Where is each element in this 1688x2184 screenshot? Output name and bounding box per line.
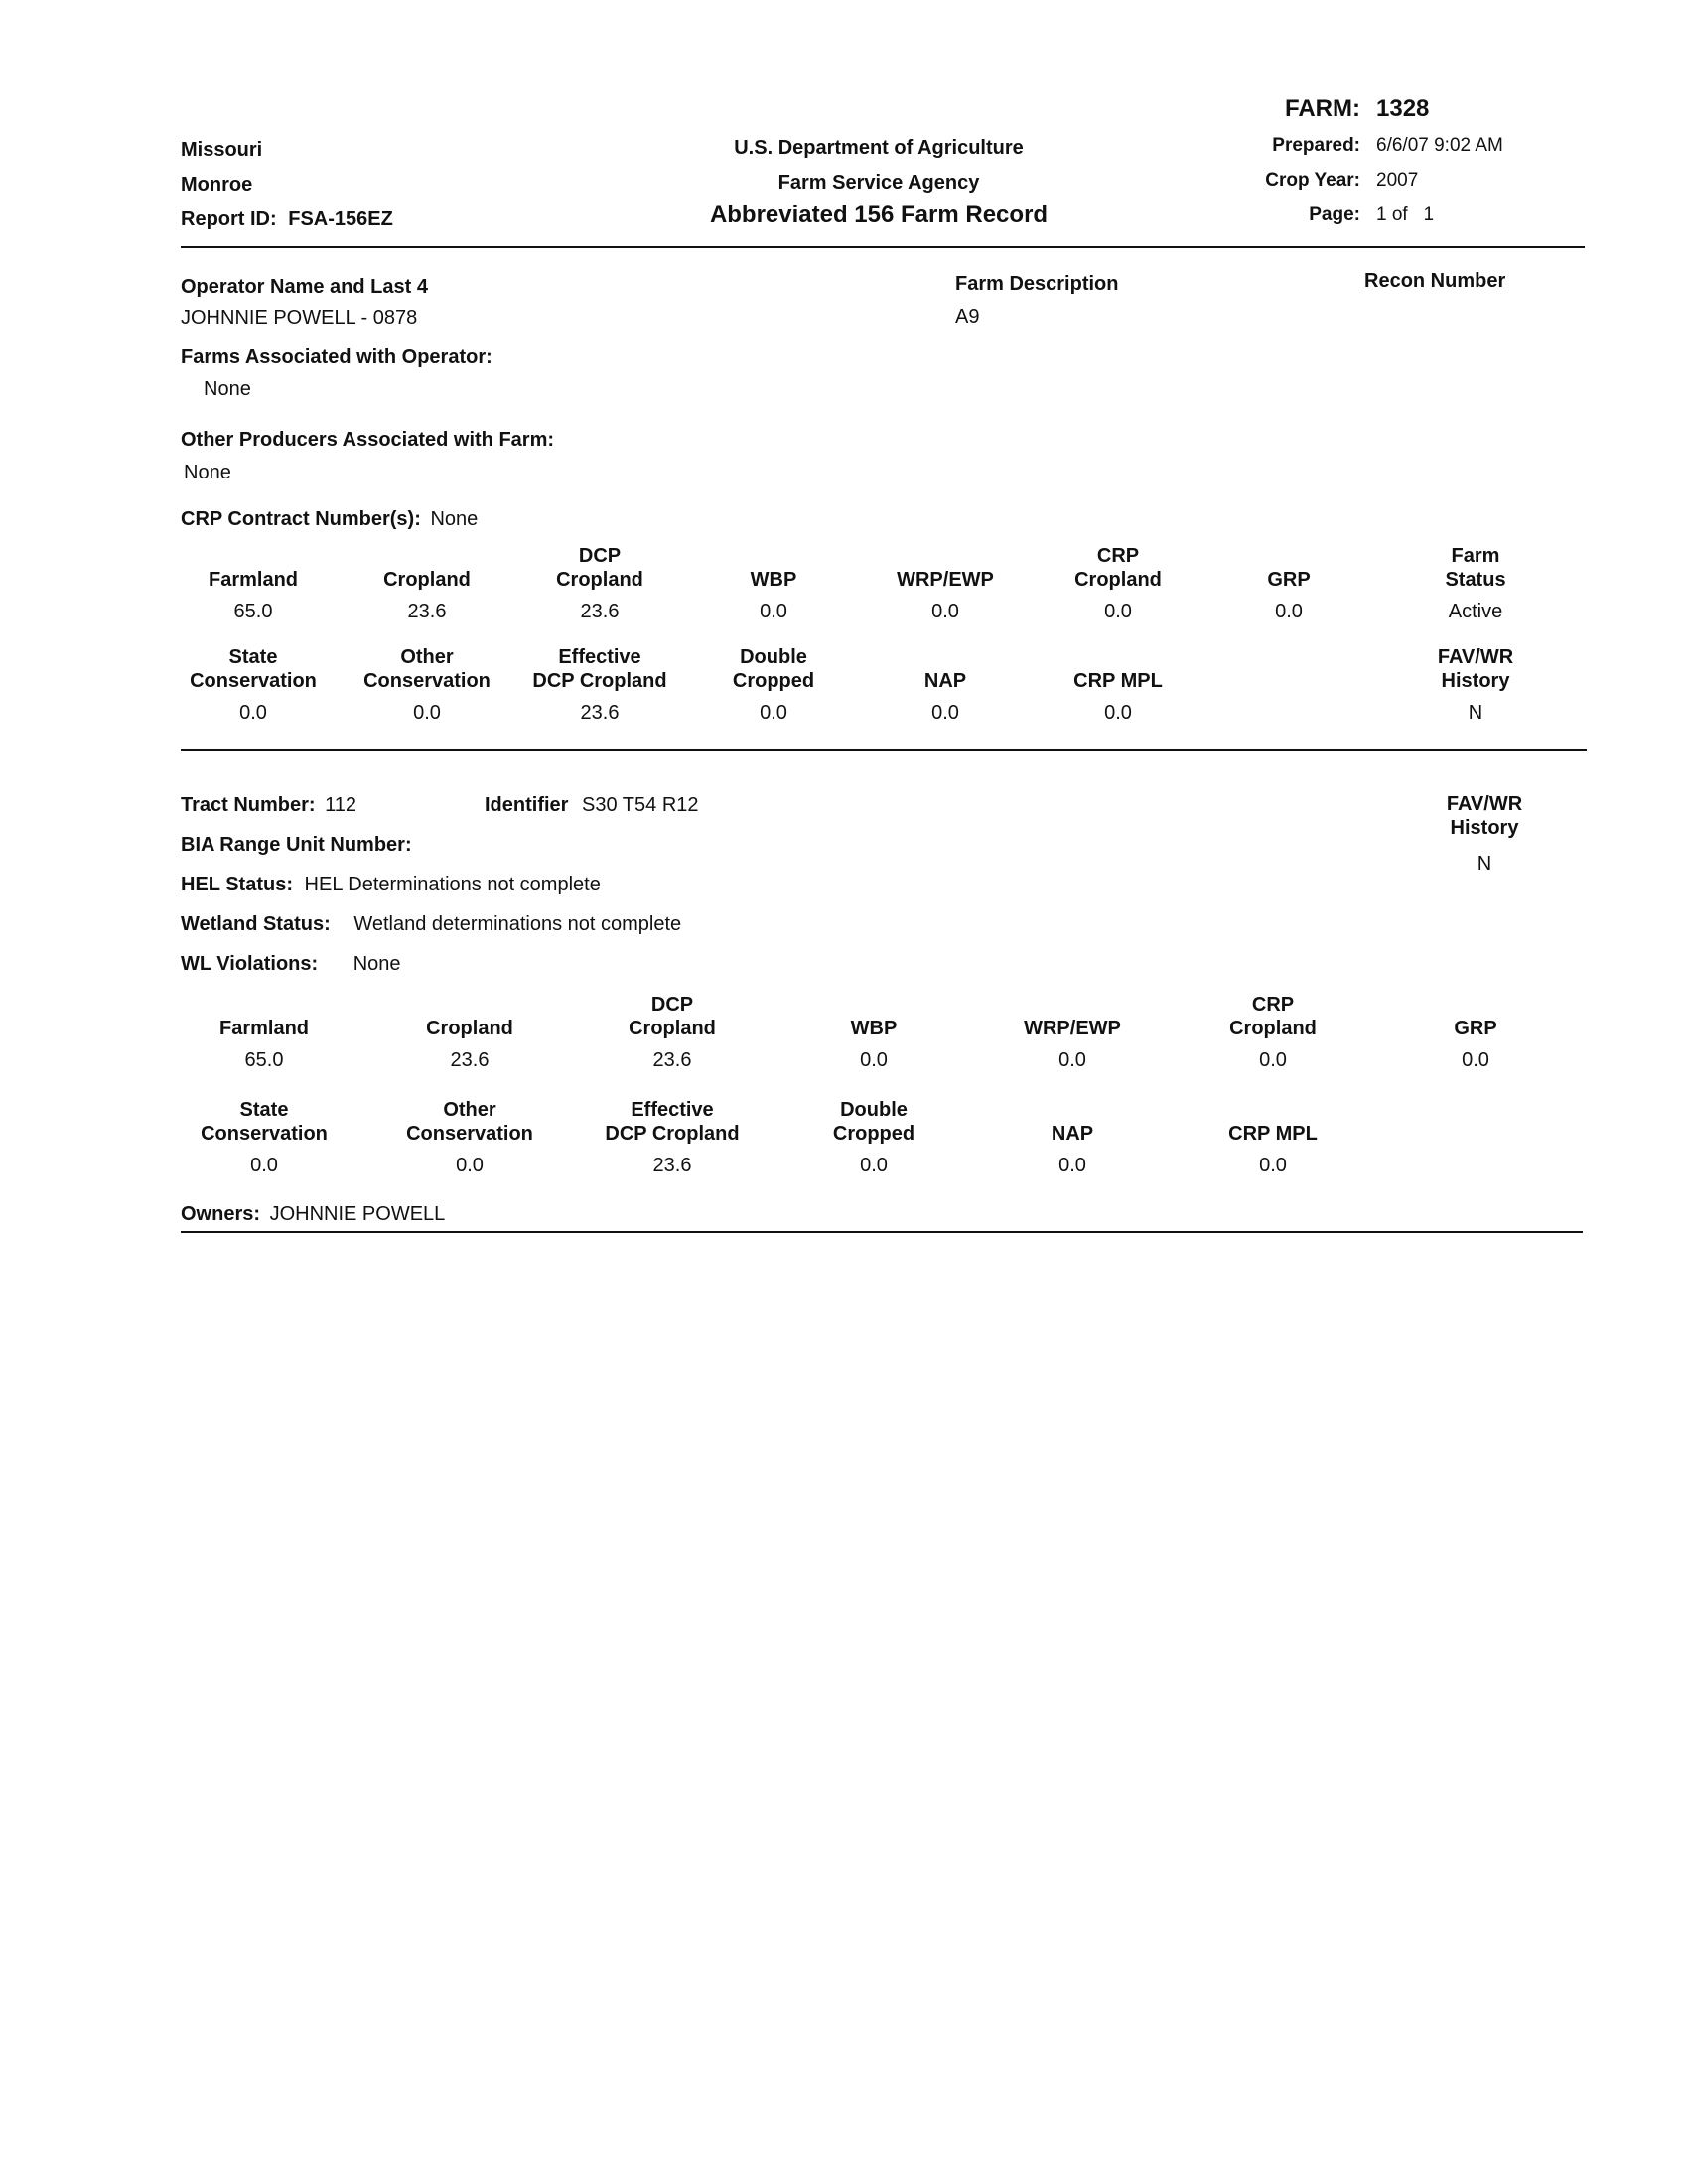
tract-r1-cell-6-header-1: CRP <box>1251 994 1295 1016</box>
report-id <box>181 208 393 231</box>
farm-r2-cell-6-header-2: CRP MPL <box>1073 670 1163 692</box>
farm-r2-cell-6-header-1 <box>1034 645 1202 669</box>
farm-r2-cell-4-header-1: Double <box>740 646 807 668</box>
farm-r1-cell-2 <box>343 544 511 623</box>
tract-r1-cell-4-value: 0.0 <box>860 1049 888 1071</box>
tract-r2-cell-5 <box>988 1098 1157 1177</box>
tract-r1-cell-7 <box>1391 993 1560 1072</box>
tract-r1-cell-1-value: 65.0 <box>244 1049 284 1071</box>
tract-r2-cell-3-value: 23.6 <box>652 1155 692 1176</box>
farm-r2-cell-7 <box>1391 645 1560 725</box>
farms-associated-value: None <box>204 378 251 400</box>
county-name: Monroe <box>181 174 253 196</box>
other-producers-label: Other Producers Associated with Farm: <box>181 429 555 451</box>
farm-r1-cell-8-header-1: Farm <box>1451 545 1500 567</box>
farm-r2-cell-5-header-2: NAP <box>923 670 967 692</box>
farm-r1-cell-3-header-1: DCP <box>578 545 622 567</box>
farm-r2-cell-1 <box>169 645 338 725</box>
tract-r1-cell-1 <box>180 993 349 1072</box>
wl-violations-label: WL Violations: <box>181 953 319 975</box>
farm-r2-cell-1-header-2: Conservation <box>190 670 317 692</box>
operator-name-label: Operator Name and Last 4 <box>181 276 428 298</box>
farm-r2-cell-5-header-1 <box>861 645 1030 669</box>
tract-r2-cell-2 <box>385 1098 554 1177</box>
operator-name-value: JOHNNIE POWELL - 0878 <box>181 307 418 329</box>
tract-r1-cell-3-header-1: DCP <box>650 994 694 1016</box>
wl-violations-value: None <box>352 953 401 975</box>
farm-r1-cell-8 <box>1391 544 1560 623</box>
tract-r2-cell-2-header-2: Conservation <box>406 1123 533 1145</box>
report-id-value: FSA-156EZ <box>288 208 393 230</box>
header-divider <box>181 246 1585 248</box>
tract-r2-cell-3 <box>588 1098 757 1177</box>
tract-r2-cell-5-header-2: NAP <box>1051 1123 1094 1145</box>
tract-r1-cell-5 <box>988 993 1157 1072</box>
state-name: Missouri <box>181 139 263 161</box>
tract-r1-cell-2-value: 23.6 <box>450 1049 490 1071</box>
tract-r1-cell-4-header-1 <box>789 993 958 1017</box>
farm-r1-cell-2-header-2: Cropland <box>383 569 471 591</box>
tract-r2-cell-6-value: 0.0 <box>1259 1155 1287 1176</box>
tract-r1-cell-2 <box>385 993 554 1072</box>
tract-r2-cell-4 <box>789 1098 958 1177</box>
identifier-label: Identifier <box>485 794 569 816</box>
crop-year-value: 2007 <box>1376 170 1419 191</box>
tract-r2-cell-6-header-2: CRP MPL <box>1228 1123 1318 1145</box>
tract-r1-cell-4-header-2: WBP <box>850 1018 898 1039</box>
farm-r2-cell-2-value: 0.0 <box>413 702 441 724</box>
farm-r1-cell-5-header-2: WRP/EWP <box>897 569 994 591</box>
hel-status-value: HEL Determinations not complete <box>304 874 601 895</box>
tract-number <box>181 794 356 817</box>
tract-r1-cell-5-header-2: WRP/EWP <box>1024 1018 1121 1039</box>
tract-r2-cell-2-value: 0.0 <box>456 1155 484 1176</box>
farm-r1-cell-6-header-1: CRP <box>1096 545 1140 567</box>
farm-r1-cell-1-header-2: Farmland <box>208 569 299 591</box>
report-id-label: Report ID: <box>181 208 277 230</box>
farm-description-label: Farm Description <box>955 273 1119 295</box>
tract-r1-cell-7-value: 0.0 <box>1462 1049 1489 1071</box>
tract-r2-cell-1 <box>180 1098 349 1177</box>
crp-contract-value: None <box>430 508 479 530</box>
farm-r2-cell-6 <box>1034 645 1202 725</box>
farm-r1-cell-7-header-1 <box>1204 544 1373 568</box>
farm-r2-cell-2-header-1: Other <box>400 646 454 668</box>
tract-r1-cell-1-header-1 <box>180 993 349 1017</box>
tract-fav-header-1: FAV/WR <box>1446 793 1523 815</box>
farm-r1-cell-3-value: 23.6 <box>580 601 620 622</box>
tract-r1-cell-5-value: 0.0 <box>1058 1049 1086 1071</box>
farm-r2-cell-2 <box>343 645 511 725</box>
tract-number-value: 112 <box>325 794 357 816</box>
farm-r1-cell-4-header-1 <box>689 544 858 568</box>
wetland-status-value: Wetland determinations not complete <box>353 913 682 935</box>
farm-r1-cell-7-header-2: GRP <box>1267 569 1311 591</box>
crp-contract-label: CRP Contract Number(s): <box>181 508 421 530</box>
tract-r2-cell-4-header-2: Cropped <box>832 1123 915 1145</box>
agency-line-1: U.S. Department of Agriculture <box>734 137 1024 159</box>
farm-r2-cell-4 <box>689 645 858 725</box>
tract-r2-cell-2-header-1: Other <box>443 1099 496 1121</box>
hel-status-label: HEL Status: <box>181 874 293 895</box>
identifier-value: S30 T54 R12 <box>582 794 699 816</box>
farm-r2-cell-7-value: N <box>1468 702 1483 724</box>
farm-r2-cell-6-value: 0.0 <box>1104 702 1132 724</box>
farm-r2-cell-3-header-1: Effective <box>558 646 641 668</box>
farm-r1-cell-1-header-1 <box>169 544 338 568</box>
farm-r1-cell-4-header-2: WBP <box>750 569 797 591</box>
farm-number: 1328 <box>1376 95 1430 122</box>
owners <box>181 1203 445 1226</box>
other-producers-value: None <box>184 462 231 483</box>
tract-r2-cell-4-value: 0.0 <box>860 1155 888 1176</box>
hel-status <box>181 874 601 896</box>
tract-r2-cell-4-header-1: Double <box>840 1099 908 1121</box>
tract-r1-cell-2-header-2: Cropland <box>426 1018 513 1039</box>
farm-r1-cell-5-value: 0.0 <box>931 601 959 622</box>
tract-fav-value: N <box>1477 853 1492 875</box>
tract-r2-cell-5-value: 0.0 <box>1058 1155 1086 1176</box>
tract-r2-cell-6 <box>1189 1098 1357 1177</box>
farm-r2-cell-4-value: 0.0 <box>760 702 787 724</box>
tract-r1-cell-6 <box>1189 993 1357 1072</box>
report-title: Abbreviated 156 Farm Record <box>709 202 1049 228</box>
farm-r1-cell-7 <box>1204 544 1373 623</box>
owners-label: Owners: <box>181 1203 261 1225</box>
farm-r2-cell-1-value: 0.0 <box>239 702 267 724</box>
farm-r1-cell-4-value: 0.0 <box>760 601 787 622</box>
wetland-status <box>181 913 681 936</box>
tract-r1-cell-3-value: 23.6 <box>652 1049 692 1071</box>
prepared-value: 6/6/07 9:02 AM <box>1376 135 1503 156</box>
owners-value: JOHNNIE POWELL <box>269 1203 446 1225</box>
farm-r1-cell-6 <box>1034 544 1202 623</box>
farm-r1-cell-7-value: 0.0 <box>1275 601 1303 622</box>
tract-r1-cell-1-header-2: Farmland <box>218 1018 310 1039</box>
tract-r2-cell-1-header-2: Conservation <box>201 1123 328 1145</box>
farm-label: FARM: <box>1285 95 1360 122</box>
tract-identifier <box>485 794 699 817</box>
farm-r2-cell-3 <box>515 645 684 725</box>
crp-contract <box>181 508 478 531</box>
tract-fav-header-2: History <box>1450 817 1519 839</box>
tract-r1-cell-6-header-2: Cropland <box>1229 1018 1317 1039</box>
wl-violations <box>181 953 401 976</box>
farm-r1-cell-5 <box>861 544 1030 623</box>
farm-r1-cell-3 <box>515 544 684 623</box>
farm-r1-cell-5-header-1 <box>861 544 1030 568</box>
tract-r1-cell-5-header-1 <box>988 993 1157 1017</box>
farm-r2-cell-3-header-2: DCP Cropland <box>532 670 667 692</box>
tract-r1-cell-7-header-1 <box>1391 993 1560 1017</box>
tract-r2-cell-3-header-1: Effective <box>631 1099 714 1121</box>
farm-r2-cell-4-header-2: Cropped <box>732 670 815 692</box>
farm-r1-cell-6-value: 0.0 <box>1104 601 1132 622</box>
farm-r1-cell-6-header-2: Cropland <box>1074 569 1162 591</box>
tract-r2-cell-6-header-1 <box>1189 1098 1357 1122</box>
farm-r2-cell-7-header-2: History <box>1441 670 1510 692</box>
tract-r1-cell-3-header-2: Cropland <box>629 1018 716 1039</box>
tract-r2-cell-5-header-1 <box>988 1098 1157 1122</box>
farms-associated-label: Farms Associated with Operator: <box>181 346 492 368</box>
tract-r2-cell-3-header-2: DCP Cropland <box>605 1123 740 1145</box>
farm-r1-cell-1-value: 65.0 <box>233 601 273 622</box>
farm-r2-cell-2-header-2: Conservation <box>363 670 491 692</box>
prepared-label: Prepared: <box>1272 135 1360 156</box>
farm-r1-cell-4 <box>689 544 858 623</box>
tract-r2-cell-1-header-1: State <box>239 1099 289 1121</box>
tract-r1-cell-4 <box>789 993 958 1072</box>
agency-line-2: Farm Service Agency <box>777 172 980 194</box>
farm-r2-cell-5 <box>861 645 1030 725</box>
tract-r2-cell-1-value: 0.0 <box>250 1155 278 1176</box>
tract-r1-cell-2-header-1 <box>385 993 554 1017</box>
farm-r1-cell-3-header-2: Cropland <box>556 569 643 591</box>
farm-r1-cell-2-header-1 <box>343 544 511 568</box>
recon-number-label: Recon Number <box>1364 270 1506 292</box>
tract-r1-cell-6-value: 0.0 <box>1259 1049 1287 1071</box>
bia-range-label: BIA Range Unit Number: <box>181 834 412 856</box>
page-label: Page: <box>1309 205 1360 225</box>
tract-r1-cell-3 <box>588 993 757 1072</box>
farm-r2-cell-5-value: 0.0 <box>931 702 959 724</box>
tract-r1-cell-7-header-2: GRP <box>1454 1018 1497 1039</box>
farm-r1-cell-2-value: 23.6 <box>407 601 447 622</box>
farm-section-divider <box>181 749 1587 751</box>
farm-r1-cell-8-header-2: Status <box>1445 569 1506 591</box>
tract-section-divider <box>181 1231 1583 1233</box>
tract-number-label: Tract Number: <box>181 794 316 816</box>
farm-r2-cell-7-header-1: FAV/WR <box>1437 646 1514 668</box>
wetland-status-label: Wetland Status: <box>181 913 331 935</box>
tract-fav-wr-history <box>1400 792 1569 876</box>
farm-r2-cell-1-header-1: State <box>228 646 278 668</box>
page-value: 1 of 1 <box>1376 205 1435 225</box>
farm-description-value: A9 <box>955 306 980 328</box>
farm-r2-cell-3-value: 23.6 <box>580 702 620 724</box>
crop-year-label: Crop Year: <box>1265 170 1360 191</box>
farm-r1-cell-1 <box>169 544 338 623</box>
farm-r1-cell-8-value: Active <box>1448 601 1503 622</box>
